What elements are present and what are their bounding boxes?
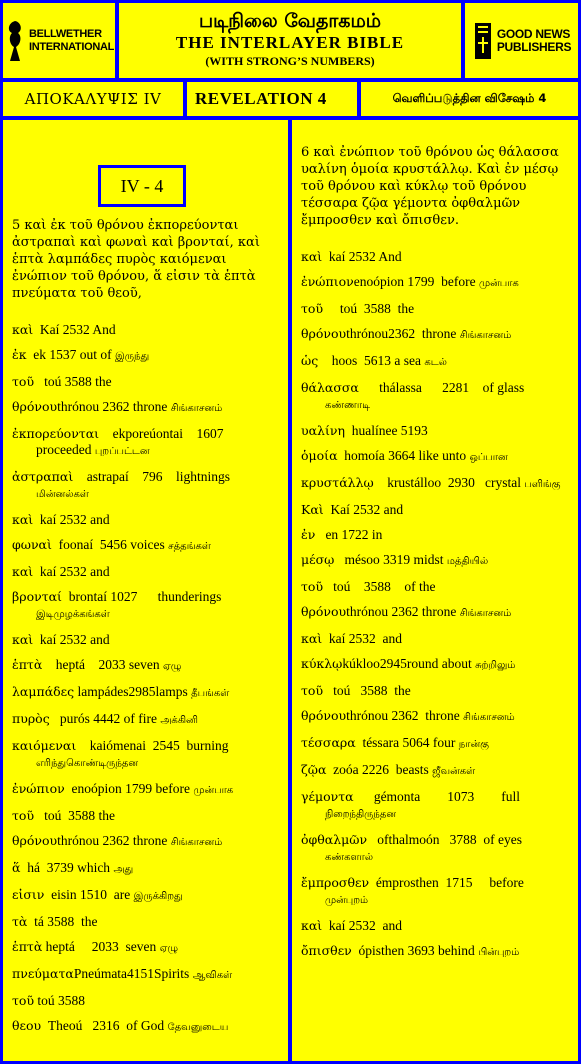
tamil-gloss: முன்புறம் [325,895,369,906]
greek-word: ἐνώπιον [301,274,354,289]
transliteration: heptá 2033 seven [42,657,160,672]
word-entry [301,735,568,753]
word-entry [301,423,568,439]
greek-word: κύκλῳ [301,656,343,671]
transliteration: mésoo 3319 midst [334,552,444,567]
tamil-gloss: சிங்காசனம் [170,837,223,848]
transliteration: purós 4442 of fire [49,711,157,726]
word-entry [301,918,568,934]
word-entry [301,552,568,570]
transliteration: há 3739 which [20,860,111,875]
tamil-gloss: இடிமுழக்கங்கள் [36,609,110,620]
greek-word: τοῦ [12,808,35,823]
transliteration: homoía 3664 like unto [337,448,467,463]
greek-word: καὶ [12,322,34,337]
logo-line-1: BELLWETHER [28,27,102,40]
greek-word: ἐνώπιον [12,781,65,796]
tamil-gloss: இருந்து [115,351,150,362]
greek-word: καὶ [12,512,34,527]
word-entry [301,274,568,292]
greek-word: θρόνου [301,326,347,341]
tamil-gloss: முன்பாக [193,785,234,796]
english-book-title: REVELATION 4 [187,82,357,116]
greek-book-title: ΑΠΟΚΑΛΥΨΙΣ IV [3,82,183,116]
transliteration: brontaí 1027 thunderings [61,589,222,604]
greek-word: εἰσιν [12,887,45,902]
tamil-gloss: சிங்காசனம் [459,330,512,341]
tamil-gloss: ஆவிகள் [192,970,233,981]
transliteration: thrónou 2362 throne [346,708,460,723]
word-entry [301,604,568,622]
tamil-gloss: தேவனுடைய [167,1022,229,1033]
word-entry [12,589,278,623]
greek-word: πυρὸς [12,711,50,726]
word-entry [12,966,278,984]
transliteration: kaí 2532 and [33,512,110,527]
book-icon [472,19,494,63]
transliteration: ek 1537 out of [26,347,112,362]
transliteration: lampádes2985lamps [74,684,188,699]
word-entry [12,738,278,772]
title-subtitle: (WITH STRONG’S NUMBERS) [205,54,375,68]
word-entry [12,469,278,503]
transliteration: kaí 2532 and [33,632,110,647]
word-entry [301,527,568,543]
transliteration: thrónou 2362 throne [57,399,168,414]
greek-word: φωναὶ [12,537,52,552]
tamil-gloss: ஏழு [163,661,182,672]
greek-word: ἔμπροσθεν [301,875,370,890]
good-news-logo [465,3,578,78]
tamil-gloss: கண்களால் [325,852,374,863]
greek-word: ἀστραπαὶ [12,469,74,484]
word-list [12,322,278,1036]
word-entry [301,380,568,414]
tamil-gloss: சிங்காசனம் [170,403,223,414]
transliteration: Pneúmata4151Spirits [73,966,190,981]
greek-word: ἐκπορεύονται [12,426,100,441]
transliteration: heptá 2033 seven [42,939,157,954]
word-entry [301,762,568,780]
transliteration: Kaí 2532 and [323,502,404,517]
transliteration: toú 3588 of the [323,579,436,594]
tamil-gloss: அது [113,864,134,875]
transliteration: zoóa 2226 beasts [326,762,429,777]
transliteration: eisin 1510 are [44,887,131,902]
word-entry [12,537,278,555]
greek-word: θεου [12,1018,42,1033]
transliteration: krustálloo 2930 crystal [373,475,522,490]
transliteration: kaí 2532 and [33,564,110,579]
greek-word: τοῦ [12,374,35,389]
word-entry [12,512,278,528]
transliteration: en 1722 in [315,527,383,542]
transliteration: kúkloo2945round about [342,656,472,671]
word-entry [12,657,278,675]
word-entry [12,1018,278,1036]
transliteration: hualínee 5193 [344,423,428,438]
tamil-gloss: சிங்காசனம் [459,608,512,619]
logo-line-2: INTERNATIONAL [28,40,115,53]
tamil-gloss: மத்தியில் [446,556,489,567]
bellwether-logo [3,3,115,78]
word-entry [12,347,278,365]
tamil-book-title: வெளிப்படுத்தின விசேஷம் 4 [361,82,578,116]
word-entry [12,860,278,878]
verse-text: 6 καὶ ἐνώπιον τοῦ θρόνου ὡς θάλασσα υαλίνη ὁμοία κρυστάλλῳ. Καὶ ἐν μέσῳ τοῦ θρόνου καὶ κύκλῳ τοῦ θρόνου τέσσαρα ζῷα γέμοντα ὀφθαλμῶν ἔμπροσθεν καὶ ὄπισθεν. [301,145,559,228]
word-entry [12,833,278,851]
transliteration: hoos 5613 a sea [318,353,421,368]
transliteration: toú 3588 the [323,301,415,316]
greek-word: καὶ [301,631,323,646]
word-entry [301,943,568,961]
word-entry [12,399,278,417]
greek-word: ζῷα [301,762,327,777]
tamil-gloss: ஏழு [159,943,179,954]
transliteration: gémonta 1073 full [353,789,521,804]
transliteration: tá 3588 the [27,914,98,929]
transliteration: kaí 2532 And [322,249,402,264]
title-block [119,3,461,78]
word-entry [301,353,568,371]
word-entry [301,579,568,595]
word-entry [301,301,568,317]
tamil-gloss: சத்தங்கள் [168,541,211,552]
word-entry [301,708,568,726]
title-english: THE INTERLAYER BIBLE [175,33,405,52]
transliteration: Kaí 2532 And [33,322,116,337]
greek-word: ἐν [301,527,316,542]
greek-word: τέσσαρα [301,735,356,750]
greek-word: καὶ [12,564,34,579]
word-entry [12,322,278,338]
transliteration: enoópion 1799 before [64,781,190,796]
greek-word: ὄπισθεν [301,943,352,958]
tamil-gloss: கண்ணாடி [325,400,371,411]
transliteration: thrónou 2362 throne [346,604,457,619]
word-entry [12,887,278,905]
greek-word: θρόνου [301,708,347,723]
greek-word: τοῦ [12,993,35,1008]
tamil-gloss: புறப்பட்டன [94,446,150,457]
word-entry [12,914,278,930]
transliteration: foonaí 5456 voices [51,537,165,552]
greek-word: τοῦ [301,579,324,594]
tamil-gloss: எரிந்துகொண்டிருந்தன [36,758,139,769]
greek-word: τὰ [12,914,28,929]
transliteration: thálassa 2281 of glass [358,380,525,395]
tamil-gloss: சுற்றிலும் [475,660,516,671]
greek-word: υαλίνη [301,423,345,438]
transliteration: émprosthen 1715 before [369,875,524,890]
word-entry [12,684,278,702]
greek-word: βρονταί [12,589,62,604]
greek-word: καιόμεναι [12,738,77,753]
greek-word: ὁμοία [301,448,338,463]
transliteration: toú 3588 the [34,808,116,823]
logo-line-2: PUBLISHERS [496,39,572,54]
transliteration: kaiómenai 2545 burning [76,738,229,753]
tamil-gloss: சிங்காசனம் [463,712,515,723]
greek-word: ἐκ [12,347,27,362]
transliteration: ofthalmoón 3788 of eyes [367,832,522,847]
word-entry [301,832,568,866]
right-content [301,144,568,970]
word-entry [301,875,568,909]
transliteration: toú 3588 the [323,683,411,698]
greek-word: τοῦ [301,683,324,698]
verse-text: 5 καὶ ἐκ τοῦ θρόνου ἐκπορεύονται ἀστραπαὶ καὶ φωναὶ καὶ βρονταί, καὶ ἑπτὰ λαμπάδες πυρὸς καιόμεναι ἐνώπιον τοῦ θρόνου, ἅ εἰσιν τὰ ἑπτὰ πνεύματα τοῦ θεοῦ, [12,218,260,301]
transliteration: Theoú 2316 of God [41,1018,165,1033]
word-entry [301,249,568,265]
word-entry [12,564,278,580]
transliteration: thrónou 2362 throne [57,833,168,848]
greek-word: ἑπτὰ [12,939,43,954]
tamil-gloss: மின்னல்கள் [36,489,89,500]
greek-word: θρόνου [301,604,347,619]
greek-word: μέσῳ [301,552,335,567]
word-entry [12,781,278,799]
transliteration: toú 3588 the [34,374,112,389]
transliteration: thrónou2362 throne [346,326,457,341]
tamil-gloss: இருக்கிறது [133,891,183,902]
tamil-gloss: பளிங்கு [524,479,561,490]
word-entry [301,683,568,699]
tamil-gloss: அக்கினி [160,715,198,726]
greek-word: τοῦ [301,301,324,316]
greek-word: κρυστάλλῳ [301,475,374,490]
transliteration: astrapaí 796 lightnings [73,469,230,484]
word-entry [301,475,568,493]
greek-word: ὀφθαλμῶν [301,832,368,847]
transliteration: kaí 2532 and [322,631,403,646]
transliteration: enoópion 1799 before [353,274,476,289]
tamil-gloss: தீபங்கள் [191,688,230,699]
word-list [301,249,568,961]
word-entry [12,426,278,460]
word-entry [12,374,278,390]
tamil-gloss: முன்பாக [478,278,519,289]
tamil-gloss: ஒப்பான [469,452,508,463]
greek-word: καὶ [12,632,34,647]
transliteration: kaí 2532 and [322,918,403,933]
word-entry [301,631,568,647]
word-entry [301,448,568,466]
word-entry [301,502,568,518]
greek-word: θάλασσα [301,380,359,395]
tamil-gloss: கடல் [424,357,447,368]
greek-word: ἑπτὰ [12,657,43,672]
greek-word: ἅ [12,860,21,875]
transliteration: téssara 5064 four [355,735,456,750]
greek-word: γέμοντα [301,789,354,804]
word-entry [12,808,278,824]
greek-word: θρόνου [12,399,58,414]
tamil-gloss: நான்கு [458,739,489,750]
greek-word: θρόνου [12,833,58,848]
word-entry [301,656,568,674]
logo-line-1: GOOD NEWS [496,26,571,41]
transliteration: ekporeúontai 1607 proceeded [36,426,227,457]
greek-word: καὶ [301,918,323,933]
word-entry [301,326,568,344]
word-entry [12,711,278,729]
greek-word: Καὶ [301,502,324,517]
word-entry [12,993,278,1009]
left-content [12,217,278,1045]
tamil-gloss: பின்புறம் [478,947,520,958]
greek-word: λαμπάδες [12,684,75,699]
tamil-gloss: ஜீவன்கள் [432,766,476,777]
greek-word: πνεύματα [12,966,74,981]
word-entry [12,632,278,648]
word-entry [301,789,568,823]
greek-word: ὡς [301,353,319,368]
ram-icon [4,19,26,63]
chapter-label: IV - 4 [98,165,186,207]
transliteration: toú 3588 [34,993,86,1008]
greek-word: καὶ [301,249,323,264]
title-tamil: படிநிலை வேதாகமம் [198,10,382,32]
word-entry [12,939,278,957]
transliteration: ópisthen 3693 behind [351,943,475,958]
tamil-gloss: நிறைந்திருந்தன [325,809,397,820]
